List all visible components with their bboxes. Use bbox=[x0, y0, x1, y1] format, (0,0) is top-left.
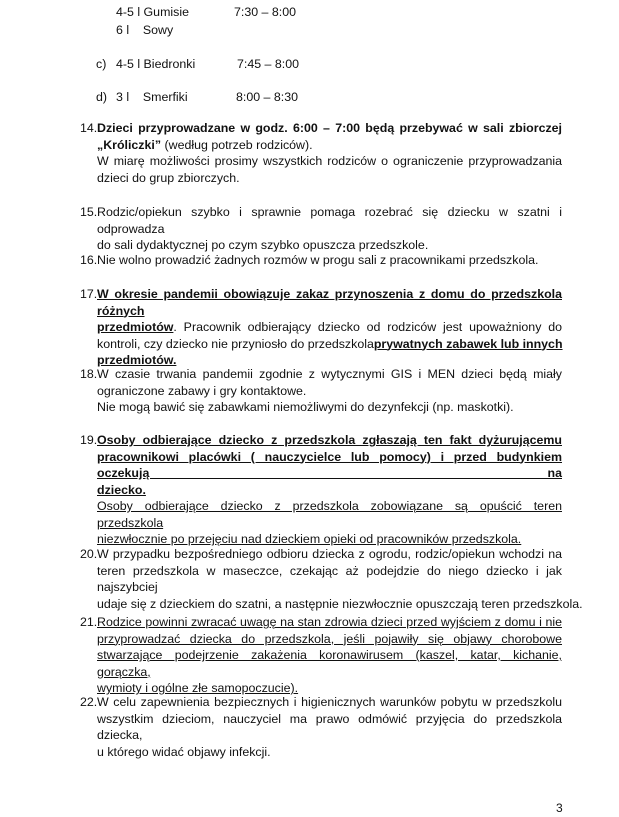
schedule-time-gumisie: 7:30 – 8:00 bbox=[234, 5, 297, 19]
list-item-14 bbox=[80, 120, 562, 186]
item-22-line-2: wszystkim dzieciom, nauczyciel ma prawo odmówić przyjęcia do przedszkola dziecka, bbox=[97, 711, 562, 742]
item-number: 18. bbox=[80, 367, 98, 381]
list-item-22 bbox=[80, 694, 562, 760]
item-19-line-5: niezwłocznie po przejęciu nad dzieckiem opieki od pracowników przedszkola. bbox=[97, 532, 522, 546]
item-14-line-2-rest: (według potrzeb rodziców). bbox=[161, 137, 313, 152]
list-item-16 bbox=[80, 252, 562, 269]
list-item-20 bbox=[80, 546, 583, 612]
item-15-line-2: do sali dydaktycznej po czym szybko opuszcza przedszkole. bbox=[97, 238, 429, 252]
schedule-group-biedronki: 4-5 l Biedronki bbox=[116, 57, 196, 71]
schedule-time-smerfiki: 8:00 – 8:30 bbox=[236, 90, 299, 104]
item-17-line-2-rest: . Pracownik odbierający dziecko od rodziców jest upoważniony do bbox=[173, 320, 562, 334]
item-14-line-4: dzieci do grup zbiorczych. bbox=[97, 170, 240, 185]
list-item-17 bbox=[80, 286, 562, 369]
item-number: 14. bbox=[80, 121, 98, 135]
schedule-group-gumisie: 4-5 l Gumisie bbox=[116, 5, 189, 19]
item-14-line-2 bbox=[97, 137, 562, 154]
item-19-line-1: Osoby odbierające dziecko z przedszkola zgłaszają ten fakt dyżurującemu bbox=[97, 433, 562, 447]
item-21-line-1: Rodzice powinni zwracać uwagę na stan zdrowia dzieci przed wyjściem z domu i nie bbox=[97, 615, 562, 629]
item-21-line-2: przyprowadzać dziecka do przedszkola, jeśli pojawiły się objawy chorobowe bbox=[97, 631, 562, 646]
list-item-15 bbox=[80, 204, 562, 254]
item-17-line-4: przedmiotów. bbox=[97, 353, 177, 367]
item-20-line-2: teren przedszkola w maseczce, czekając aż podejdzie do niego dziecko i jak najszybciej bbox=[97, 563, 562, 594]
item-number: 22. bbox=[80, 695, 98, 709]
schedule-group-smerfiki: 3 l Smerfiki bbox=[116, 90, 188, 104]
item-16-line-1: Nie wolno prowadzić żadnych rozmów w progu sali z pracownikami przedszkola. bbox=[97, 253, 539, 267]
list-item-18 bbox=[80, 366, 562, 416]
item-17-line-3-pre: kontroli, czy dziecko nie przyniosło do przedszkola bbox=[97, 336, 374, 351]
item-number: 19. bbox=[80, 433, 98, 447]
item-22-line-3: u którego widać objawy infekcji. bbox=[97, 744, 271, 759]
item-18-line-3: Nie mogą bawić się zabawkami niemożliwymi do dezynfekcji (np. maskotki). bbox=[97, 400, 514, 414]
item-19-line-4: Osoby odbierające dziecko z przedszkola zobowiązane są opuścić teren przedszkola bbox=[97, 499, 562, 530]
item-17-line-3-emphasis: prywatnych zabawek lub innych bbox=[373, 336, 563, 351]
item-19-line-3: dziecko. bbox=[97, 482, 146, 497]
schedule-prefix-d: d) bbox=[96, 90, 108, 104]
list-item-21 bbox=[80, 614, 562, 697]
item-number: 21. bbox=[80, 615, 98, 629]
item-18-line-2: ograniczone zabawy i gry kontaktowe. bbox=[97, 383, 307, 398]
item-14-line-1: Dzieci przyprowadzane w godz. 6:00 – 7:00 będą przebywać w sali zbiorczej bbox=[97, 121, 562, 135]
item-20-line-1: W przypadku bezpośredniego odbioru dziecka z ogrodu, rodzic/opiekun wchodzi na bbox=[97, 547, 562, 561]
item-number: 17. bbox=[80, 287, 98, 301]
item-17-line-1: W okresie pandemii obowiązuje zakaz przynoszenia z domu do przedszkola różnych bbox=[97, 287, 562, 318]
item-21-line-4: wymioty i ogólne złe samopoczucie). bbox=[97, 681, 299, 695]
schedule-prefix-c: c) bbox=[96, 57, 107, 71]
item-19-line-2: pracownikowi placówki ( nauczycielce lub pomocy) i przed budynkiem oczekują na bbox=[97, 449, 562, 480]
schedule-group-sowy: 6 l Sowy bbox=[116, 23, 174, 37]
schedule-time-biedronki: 7:45 – 8:00 bbox=[237, 57, 300, 71]
list-item-19 bbox=[80, 432, 562, 548]
page-number: 3 bbox=[556, 801, 563, 815]
item-number: 16. bbox=[80, 253, 98, 267]
item-17-line-2 bbox=[97, 319, 562, 336]
item-14-line-3: W miarę możliwości prosimy wszystkich rodziców o ograniczenie przyprowadzania bbox=[97, 154, 562, 168]
item-17-emphasis: przedmiotów bbox=[97, 320, 174, 334]
item-15-line-1: Rodzic/opiekun szybko i sprawnie pomaga rozebrać się dziecku w szatni i odprowadza bbox=[97, 205, 562, 236]
item-number: 15. bbox=[80, 205, 98, 219]
item-22-line-1: W celu zapewnienia bezpiecznych i higienicznych warunków pobytu w przedszkolu bbox=[97, 695, 562, 709]
item-21-line-3: stwarzające podejrzenie zakażenia koronawirusem (kaszel, katar, kichanie, gorączka, bbox=[97, 648, 562, 679]
item-17-line-3 bbox=[97, 336, 562, 353]
item-20-line-3: udaje się z dzieckiem do szatni, a następnie niezwłocznie opuszczają teren przedszkola. bbox=[97, 596, 583, 611]
room-name: „Króliczki” bbox=[97, 137, 162, 152]
item-number: 20. bbox=[80, 547, 98, 561]
item-18-line-1: W czasie trwania pandemii zgodnie z wytycznymi GIS i MEN dzieci będą miały bbox=[97, 367, 562, 381]
